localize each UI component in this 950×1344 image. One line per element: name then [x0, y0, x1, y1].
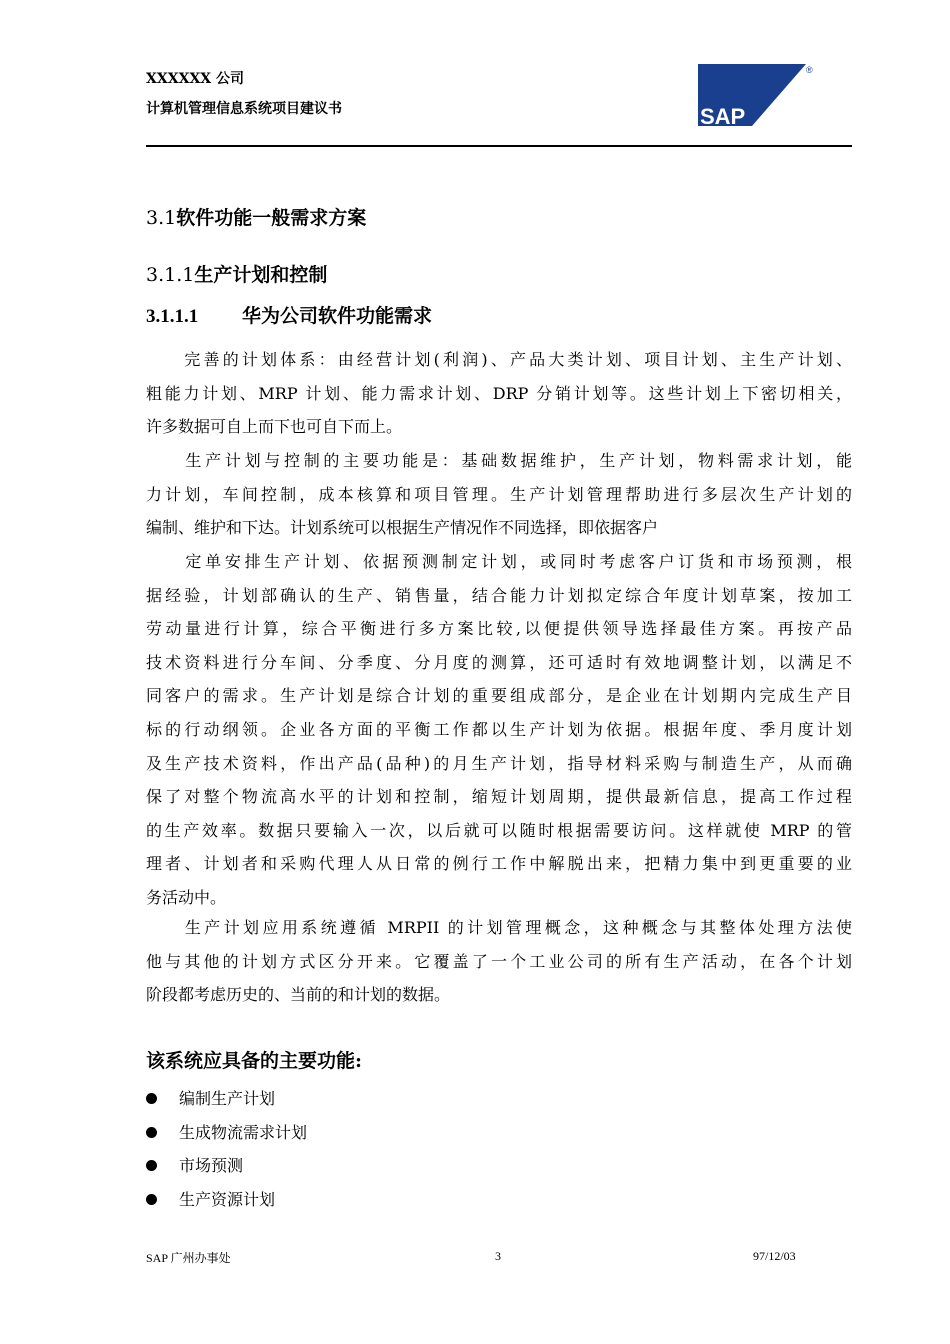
logo-text: SAP — [700, 104, 746, 126]
bullet-icon — [146, 1194, 157, 1205]
footer-date: 97/12/03 — [753, 1249, 796, 1263]
text-line: 阶段都考虑历史的、当前的和计划的数据。 — [146, 985, 451, 1005]
text-line: 务活动中。 — [146, 887, 227, 907]
heading-number: 3.1.1.1 — [146, 306, 199, 327]
list-item-text: 市场预测 — [179, 1156, 244, 1175]
heading-text: 华为公司软件功能需求 — [242, 305, 433, 327]
text-line: 许多数据可自上而下也可自下而上。 — [146, 417, 403, 437]
paragraph-main-functions — [146, 444, 852, 545]
list-item-text: 生成物流需求计划 — [179, 1122, 308, 1142]
heading-text: 软件功能一般需求方案 — [176, 207, 367, 229]
text-line: 编制、维护和下达。计划系统可以根据生产情况作不同选择，即依据客户 — [146, 518, 659, 538]
paragraph-order-planning — [146, 545, 852, 915]
company-name: XXXXXX 公司 — [146, 71, 245, 87]
text-line: 及生产技术资料，作出产品(品种)的月生产计划，指导材料采购与制造生产，从而确 — [146, 753, 852, 773]
text-line: 理者、计划者和采购代理人从日常的例行工作中解脱出来，把精力集中到更重要的业 — [146, 854, 852, 874]
text-line: 定单安排生产计划、依据预测制定计划，或同时考虑客户订货和市场预测，根 — [146, 552, 852, 571]
heading-text: 生产计划和控制 — [194, 264, 328, 286]
text-line: 完善的计划体系：由经营计划(利润)、产品大类计划、项目计划、主生产计划、 — [146, 350, 852, 369]
text-line: 的生产效率。数据只要输入一次，以后就可以随时根据需要访问。这样就使 MRP 的管 — [146, 820, 852, 840]
bullet-icon — [146, 1160, 157, 1171]
functions-title: 该系统应具备的主要功能: — [146, 1050, 363, 1072]
heading-3-1-1-1 — [146, 301, 432, 328]
bullet-icon — [146, 1127, 157, 1138]
header-rule — [146, 145, 852, 147]
footer-office: SAP 广州办事处 — [146, 1251, 231, 1265]
heading-3-1 — [146, 203, 366, 230]
list-item — [146, 1116, 307, 1150]
list-item-text: 编制生产计划 — [179, 1089, 276, 1108]
list-item — [146, 1082, 307, 1116]
text-line: 生产计划应用系统遵循 MRPII 的计划管理概念，这种概念与其整体处理方法使 — [146, 918, 852, 937]
registered-mark: ® — [806, 65, 813, 75]
text-line: 力计划，车间控制，成本核算和项目管理。生产计划管理帮助进行多层次生产计划的 — [146, 484, 852, 504]
text-line: 保了对整个物流高水平的计划和控制，缩短计划周期，提供最新信息，提高工作过程 — [146, 787, 852, 807]
list-item — [146, 1183, 307, 1217]
paragraph-planning-system — [146, 343, 852, 444]
bullet-icon — [146, 1093, 157, 1104]
text-line: 生产计划与控制的主要功能是：基础数据维护，生产计划，物料需求计划，能 — [146, 451, 852, 470]
list-item-text: 生产资源计划 — [179, 1189, 276, 1209]
heading-number: 3.1 — [146, 207, 177, 229]
text-line: 他与其他的计划方式区分开来。它覆盖了一个工业公司的所有生产活动，在各个计划 — [146, 951, 852, 971]
document-title: 计算机管理信息系统项目建议书 — [146, 101, 342, 117]
paragraph-mrpii — [146, 911, 852, 1012]
heading-3-1-1 — [146, 260, 327, 287]
heading-number: 3.1.1 — [146, 264, 195, 286]
text-line: 劳动量进行计算，综合平衡进行多方案比较,以便提供领导选择最佳方案。再按产品 — [146, 619, 852, 639]
text-line: 技术资料进行分车间、分季度、分月度的测算，还可适时有效地调整计划，以满足不 — [146, 652, 852, 672]
sap-logo — [698, 64, 818, 126]
text-line: 粗能力计划、MRP 计划、能力需求计划、DRP 分销计划等。这些计划上下密切相关， — [146, 383, 852, 403]
list-item — [146, 1149, 307, 1183]
text-line: 同客户的需求。生产计划是综合计划的重要组成部分，是企业在计划期内完成生产目 — [146, 686, 852, 706]
text-line: 据经验，计划部确认的生产、销售量，结合能力计划拟定综合年度计划草案，按加工 — [146, 585, 852, 605]
functions-list — [146, 1082, 307, 1216]
footer-page-number: 3 — [495, 1249, 501, 1263]
text-line: 标的行动纲领。企业各方面的平衡工作都以生产计划为依据。根据年度、季月度计划 — [146, 719, 852, 739]
